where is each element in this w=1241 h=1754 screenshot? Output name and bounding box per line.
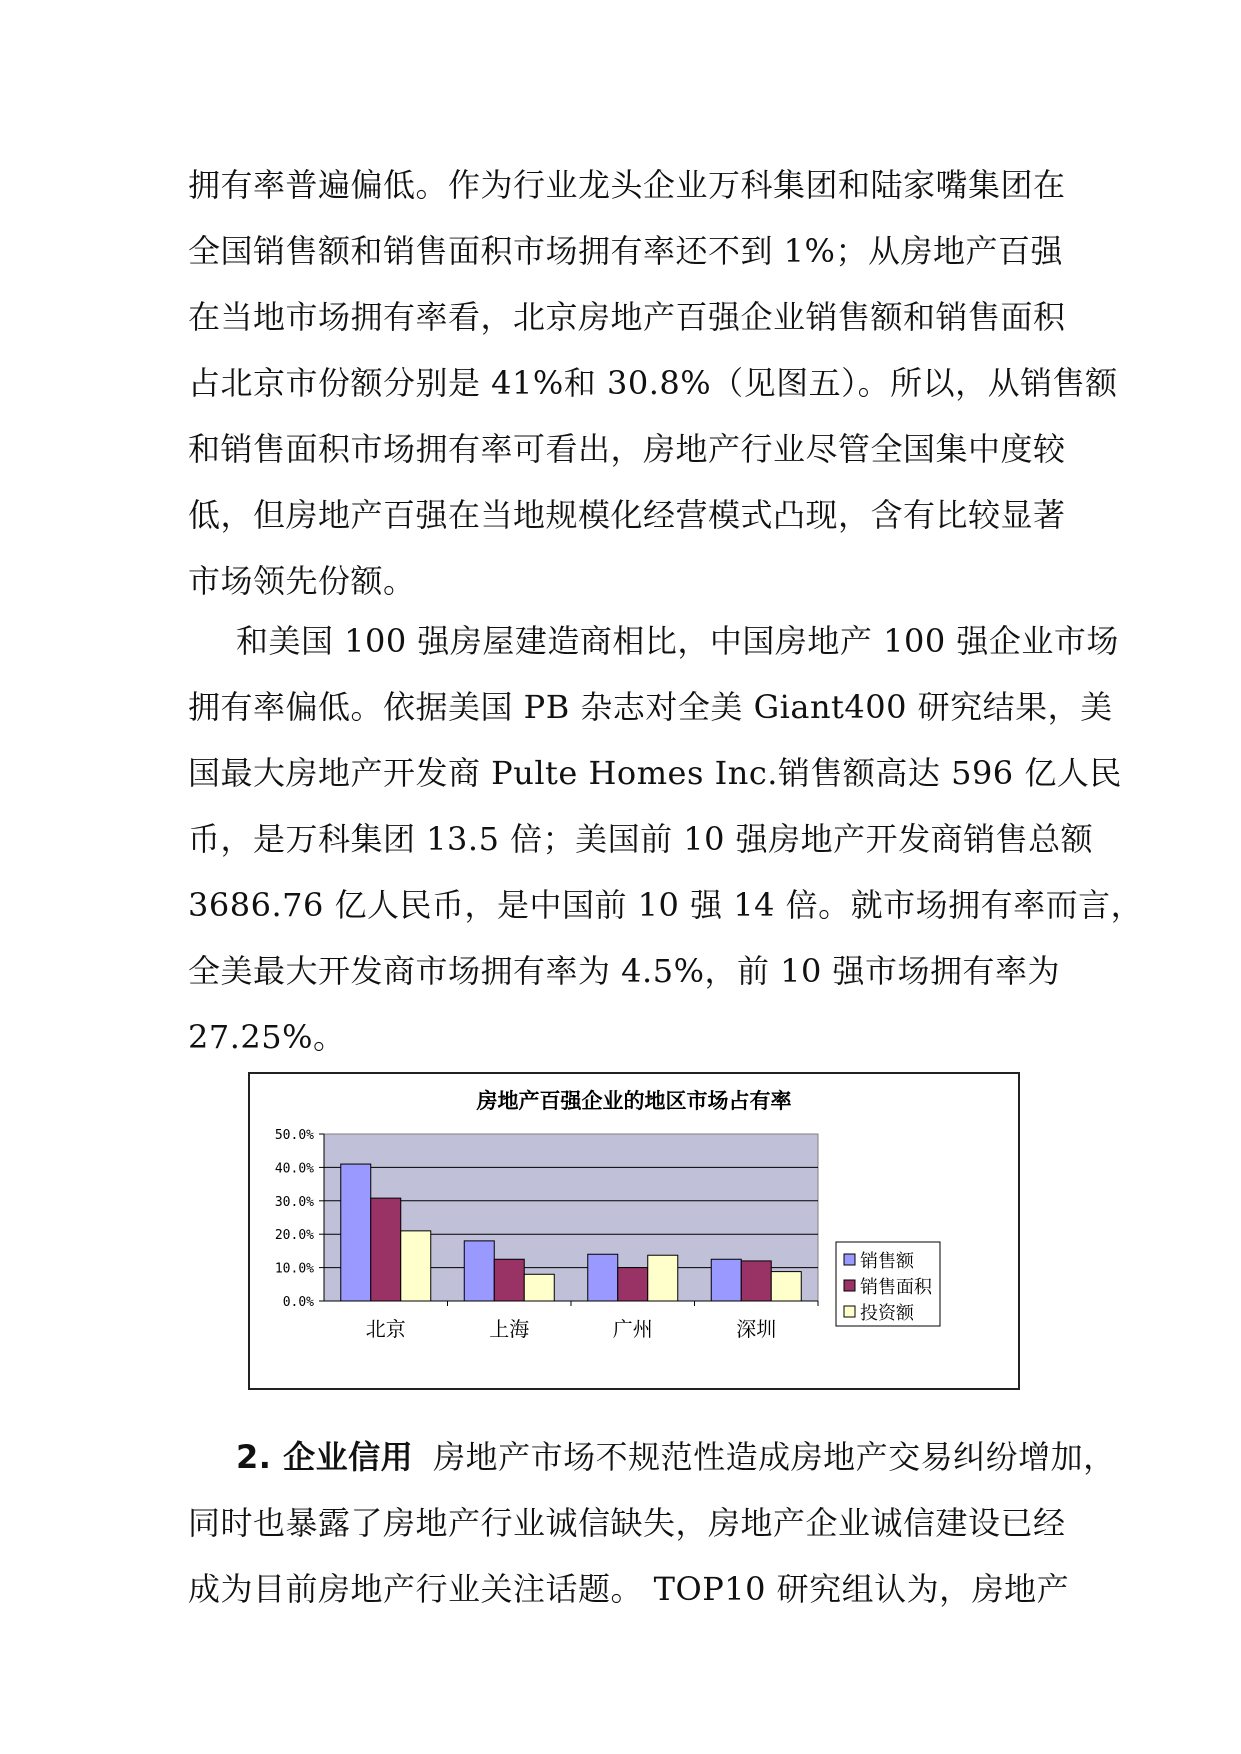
paragraph-line: 3686.76 亿人民币，是中国前 10 强 14 倍。就市场拥有率而言， bbox=[188, 886, 1144, 924]
paragraph-line: 在当地市场拥有率看，北京房地产百强企业销售额和销售面积 bbox=[188, 298, 1066, 336]
y-tick-label: 30.0% bbox=[274, 1194, 314, 1210]
y-tick-label: 50.0% bbox=[274, 1128, 314, 1143]
legend-label: 销售额 bbox=[860, 1251, 914, 1272]
bar-投资额 bbox=[648, 1255, 678, 1301]
paragraph-line: 低，但房地产百强在当地规模化经营模式凸现，含有比较显著 bbox=[188, 496, 1066, 534]
bar-投资额 bbox=[524, 1274, 554, 1301]
bar-销售面积 bbox=[494, 1259, 524, 1301]
paragraph-first-line bbox=[188, 1424, 1116, 1490]
paragraph-line: 成为目前房地产行业关注话题。 TOP10 研究组认为，房地产 bbox=[188, 1570, 1070, 1608]
x-tick-label: 广州 bbox=[612, 1317, 653, 1341]
paragraph-enterprise-credit bbox=[188, 1424, 1116, 1622]
section-heading: 2. 企业信用 bbox=[236, 1438, 414, 1476]
bar-销售面积 bbox=[371, 1198, 401, 1301]
y-tick-label: 20.0% bbox=[274, 1228, 314, 1244]
bar-投资额 bbox=[771, 1272, 801, 1301]
bar-销售额 bbox=[711, 1259, 741, 1301]
paragraph-market-share bbox=[188, 152, 1118, 614]
paragraph-line: 房地产市场不规范性造成房地产交易纠纷增加， bbox=[433, 1438, 1116, 1476]
legend-label: 投资额 bbox=[860, 1303, 914, 1324]
paragraph-line: 拥有率普遍偏低。作为行业龙头企业万科集团和陆家嘴集团在 bbox=[188, 166, 1066, 204]
bar-销售额 bbox=[464, 1241, 494, 1301]
paragraph-line: 和销售面积市场拥有率可看出，房地产行业尽管全国集中度较 bbox=[188, 430, 1066, 468]
bar-chart-svg bbox=[250, 1074, 1018, 1388]
paragraph-line: 和美国 100 强房屋建造商相比，中国房地产 100 强企业市场 bbox=[236, 622, 1119, 660]
chart-title: 房地产百强企业的地区市场占有率 bbox=[476, 1089, 792, 1113]
paragraph-line: 全美最大开发商市场拥有率为 4.5%，前 10 强市场拥有率为 bbox=[188, 952, 1061, 990]
y-tick-label: 40.0% bbox=[274, 1161, 314, 1177]
bar-销售额 bbox=[588, 1254, 618, 1301]
legend-swatch bbox=[844, 1254, 855, 1265]
regional-market-share-chart bbox=[248, 1072, 1020, 1390]
x-tick-label: 北京 bbox=[365, 1317, 406, 1341]
bar-销售面积 bbox=[741, 1261, 771, 1301]
paragraph-line: 币，是万科集团 13.5 倍；美国前 10 强房地产开发商销售总额 bbox=[188, 820, 1094, 858]
bar-投资额 bbox=[401, 1231, 431, 1301]
paragraph-line: 同时也暴露了房地产行业诚信缺失，房地产企业诚信建设已经 bbox=[188, 1504, 1066, 1542]
paragraph-line: 拥有率偏低。依据美国 PB 杂志对全美 Giant400 研究结果，美 bbox=[188, 688, 1113, 726]
paragraph-us-comparison bbox=[188, 608, 1144, 1070]
y-tick-label: 10.0% bbox=[274, 1261, 314, 1277]
legend-swatch bbox=[844, 1280, 855, 1291]
bar-销售额 bbox=[341, 1164, 371, 1301]
legend-label: 销售面积 bbox=[860, 1277, 932, 1298]
y-tick-label: 0.0% bbox=[282, 1295, 314, 1310]
paragraph-line: 27.25%。 bbox=[188, 1018, 346, 1056]
bar-销售面积 bbox=[618, 1268, 648, 1301]
paragraph-line: 市场领先份额。 bbox=[188, 562, 416, 600]
paragraph-line: 国最大房地产开发商 Pulte Homes Inc.销售额高达 596 亿人民 bbox=[188, 754, 1122, 792]
x-tick-label: 上海 bbox=[489, 1317, 530, 1341]
legend-swatch bbox=[844, 1306, 855, 1317]
paragraph-line: 占北京市份额分别是 41%和 30.8%（见图五）。所以，从销售额 bbox=[188, 364, 1118, 402]
paragraph-line: 全国销售额和销售面积市场拥有率还不到 1%；从房地产百强 bbox=[188, 232, 1063, 270]
x-tick-label: 深圳 bbox=[736, 1317, 777, 1341]
